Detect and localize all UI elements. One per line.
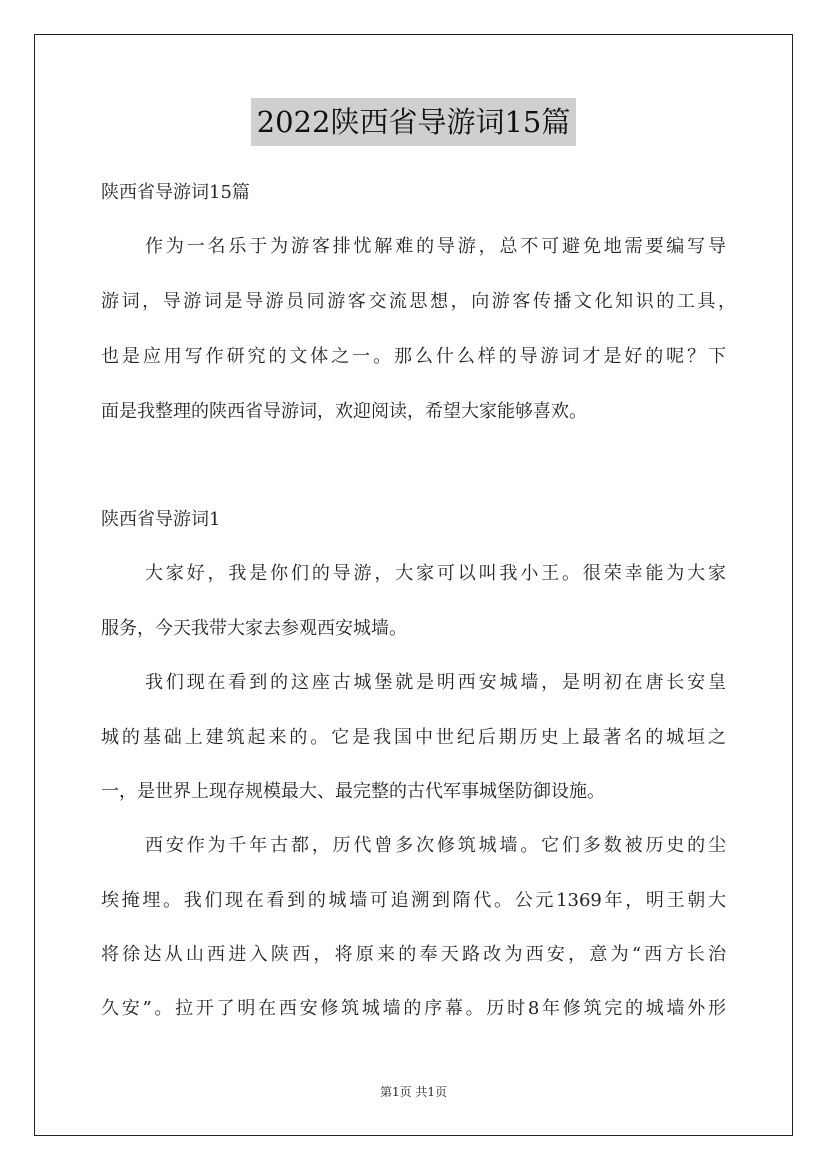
p2-line-2: 城的基础上建筑起来的。它是我国中世纪后期历史上最著名的城垣之 [101,727,726,748]
p3-line-1: 西安作为千年古都，历代曾多次修筑城墙。它们多数被历史的尘 [145,835,726,856]
document-subtitle: 陕西省导游词15篇 [101,182,250,203]
p3-line-2: 埃掩埋。我们现在看到的城墙可追溯到隋代。公元1369年，明王朝大 [101,890,726,911]
p2-line-3: 一，是世界上现存规模最大、最完整的古代军事城堡防御设施。 [101,781,605,802]
page-footer: 第1页 共1页 [379,1085,448,1099]
p1-line-1: 大家好，我是你们的导游，大家可以叫我小王。很荣幸能为大家 [145,563,726,584]
p3-line-4: 久安”。拉开了明在西安修筑城墙的序幕。历时8年修筑完的城墙外形 [101,998,726,1019]
p1-line-2: 服务，今天我带大家去参观西安城墙。 [101,618,407,639]
intro-line-1: 作为一名乐于为游客排忧解难的导游，总不可避免地需要编写导 [145,236,726,257]
intro-line-4: 面是我整理的陕西省导游词，欢迎阅读，希望大家能够喜欢。 [101,401,587,422]
p2-line-1: 我们现在看到的这座古城堡就是明西安城墙，是明初在唐长安皇 [145,672,726,693]
document-title: 2022陕西省导游词15篇 [251,98,577,146]
intro-line-3: 也是应用写作研究的文体之一。那么什么样的导游词才是好的呢？下 [101,346,726,367]
p3-line-3: 将徐达从山西进入陕西，将原来的奉天路改为西安，意为“西方长治 [101,944,726,965]
section-heading: 陕西省导游词1 [101,509,221,530]
title-container [0,98,827,146]
intro-line-2: 游词，导游词是导游员同游客交流思想，向游客传播文化知识的工具， [101,291,736,312]
